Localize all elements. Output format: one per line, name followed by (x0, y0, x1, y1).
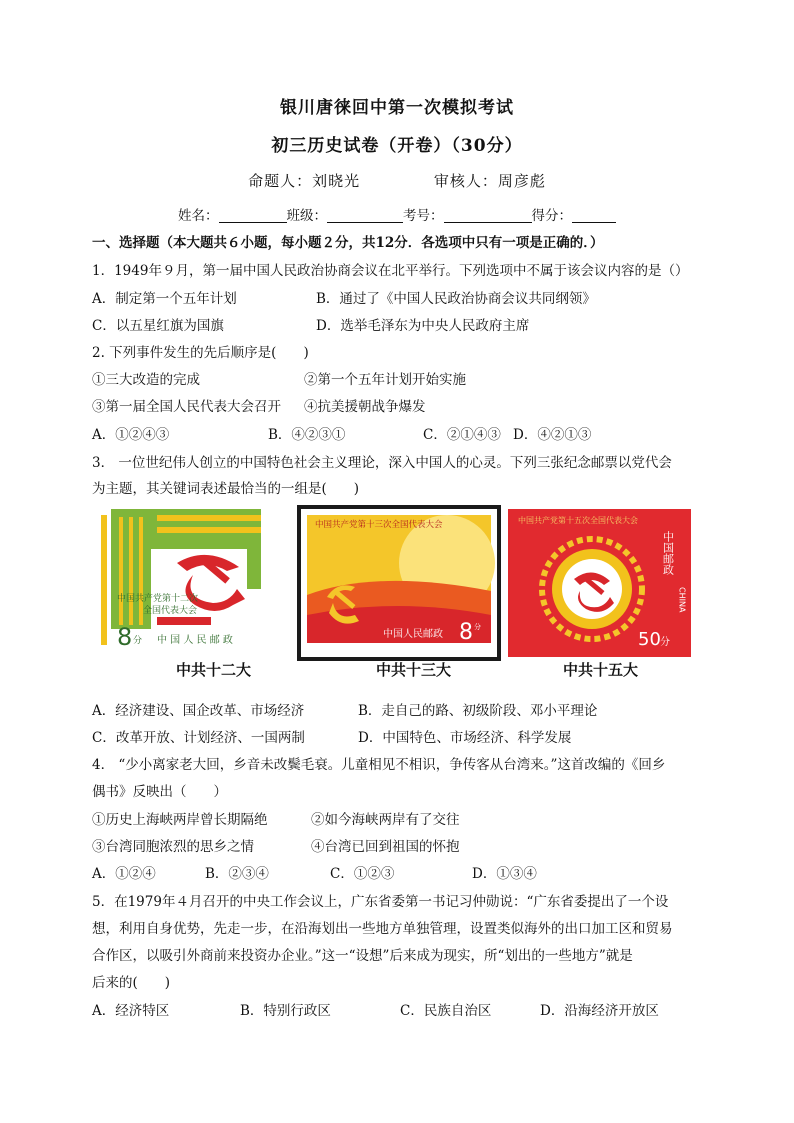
stamp2-unit: 分 (474, 623, 481, 631)
stamp1-unit: 分 (133, 636, 143, 646)
q2-stem: 2. 下列事件发生的先后顺序是( ) (92, 345, 309, 361)
q4-item-4: ④台湾已回到祖国的怀抱 (311, 839, 460, 855)
q4-stem-line1: 4． “少小离家老大回，乡音未改鬓毛衰。儿童相见不相识，争传客从台湾来。”这首改编的《回乡 (92, 757, 666, 773)
q5-option-b[interactable]: B．特别行政区 (240, 1003, 331, 1019)
q4-option-d[interactable]: D．①③④ (472, 866, 537, 882)
q3-option-d[interactable]: D．中国特色、市场经济、科学发展 (358, 730, 572, 746)
q5-option-a[interactable]: A．经济特区 (92, 1003, 170, 1019)
stamp1-value: 8 (117, 623, 133, 651)
stamp3-caption: 中共十五大 (563, 661, 639, 679)
q1-option-b[interactable]: B．通过了《中国人民政治协商会议共同纲领》 (316, 291, 596, 307)
q4-option-c[interactable]: C．①②③ (330, 866, 395, 882)
q3-option-a[interactable]: A．经济建设、国企改革、市场经济 (92, 703, 305, 719)
section-heading: 一、选择题（本大题共６小题，每小题２分，共12分．各选项中只有一项是正确的．） (92, 235, 604, 251)
score-blank[interactable] (572, 208, 616, 223)
q2-option-c[interactable]: C．②①④③ (423, 427, 501, 443)
stamp3-banner: 中国共产党第十五次全国代表大会 (518, 516, 638, 525)
exam-title: 初三历史试卷（开卷）（30分） (271, 136, 523, 156)
stamp3-country: 中国邮政 (661, 531, 675, 575)
q3-option-b[interactable]: B．走自己的路、初级阶段、邓小平理论 (358, 703, 598, 719)
q3-stem-line2: 为主题，其关键词表述最恰当的一组是( ) (92, 481, 360, 497)
q2-option-a[interactable]: A．①②④③ (92, 427, 170, 443)
q5-stem-line2: 想，利用自身优势，先走一步，在沿海划出一些地方单独管理，设置类似海外的出口加工区和贸易 (92, 921, 673, 937)
q2-item-3: ③第一届全国人民代表大会召开 (92, 399, 281, 415)
q4-option-a[interactable]: A．①②④ (92, 866, 156, 882)
stamp2-value: 8 (459, 620, 473, 645)
q4-item-1: ①历史上海峡两岸曾长期隔绝 (92, 812, 268, 828)
stamp2-banner: 中国共产党第十三次全国代表大会 (315, 520, 443, 530)
stamp-13th-congress (297, 505, 501, 661)
stamp1-country: 中 国 人 民 邮 政 (157, 635, 233, 646)
score-label: 得分： (531, 208, 572, 224)
stamp3-unit: 分 (660, 637, 670, 648)
name-blank[interactable] (219, 208, 287, 223)
q2-item-4: ④抗美援朝战争爆发 (304, 399, 426, 415)
stamp2-caption: 中共十三大 (376, 661, 452, 679)
number-label: 考号： (403, 208, 444, 224)
stamp1-banner: 中国共产党第十二次 (117, 594, 199, 604)
class-blank[interactable] (327, 208, 403, 223)
q1-option-d[interactable]: D．选举毛泽东为中央人民政府主席 (316, 318, 530, 334)
q3-stem-line1: 3． 一位世纪伟人创立的中国特色社会主义理论，深入中国人的心灵。下列三张纪念邮票以党代会 (92, 455, 672, 471)
q5-stem-line1: 5．在1979年４月召开的中央工作会议上，广东省委第一书记习仲勋说：“广东省委提出了一个设 (92, 894, 669, 910)
authors-line (0, 170, 794, 191)
class-label: 班级： (286, 208, 327, 224)
stamp3-value: 50 (638, 629, 661, 650)
q5-option-d[interactable]: D．沿海经济开放区 (540, 1003, 659, 1019)
stamp-15th-congress (504, 505, 695, 661)
setter: 命题人：刘晓光 (248, 172, 361, 190)
stamp-12th-congress (97, 505, 294, 661)
q5-stem-line4: 后来的( ) (92, 975, 171, 991)
student-info-line (0, 204, 794, 224)
stamp1-caption: 中共十二大 (176, 661, 252, 679)
q3-option-c[interactable]: C．改革开放、计划经济、一国两制 (92, 730, 305, 746)
q1-option-c[interactable]: C．以五星红旗为国旗 (92, 318, 224, 334)
stamp2-country: 中国人民邮政 (383, 629, 443, 640)
stamp1-banner2: 全国代表大会 (143, 606, 198, 616)
q4-item-3: ③台湾同胞浓烈的思乡之情 (92, 839, 254, 855)
q2-option-d[interactable]: D．④②①③ (513, 427, 592, 443)
stamp-strip (97, 505, 695, 661)
q5-stem-line3: 合作区，以吸引外商前来投资办企业。”这一“设想”后来成为现实，所“划出的一些地方”就是 (92, 948, 633, 964)
number-blank[interactable] (444, 208, 532, 223)
reviewer: 审核人：周彦彪 (433, 172, 546, 190)
q2-item-2: ②第一个五年计划开始实施 (304, 372, 466, 388)
q5-option-c[interactable]: C．民族自治区 (400, 1003, 492, 1019)
q4-stem-line2: 偶书》反映出（ ） (92, 784, 227, 800)
name-label: 姓名： (178, 208, 219, 224)
q4-item-2: ②如今海峡两岸有了交往 (311, 812, 460, 828)
q1-stem: 1．1949年９月，第一届中国人民政治协商会议在北平举行。下列选项中不属于该会议内容的是（） (92, 263, 689, 279)
q2-item-1: ①三大改造的完成 (92, 372, 200, 388)
school-title: 银川唐徕回中第一次模拟考试 (280, 98, 514, 118)
q4-option-b[interactable]: B．②③④ (205, 866, 269, 882)
q1-option-a[interactable]: A．制定第一个五年计划 (92, 291, 237, 307)
stamp3-country-en: CHINA (677, 587, 687, 613)
q2-option-b[interactable]: B．④②③① (268, 427, 346, 443)
